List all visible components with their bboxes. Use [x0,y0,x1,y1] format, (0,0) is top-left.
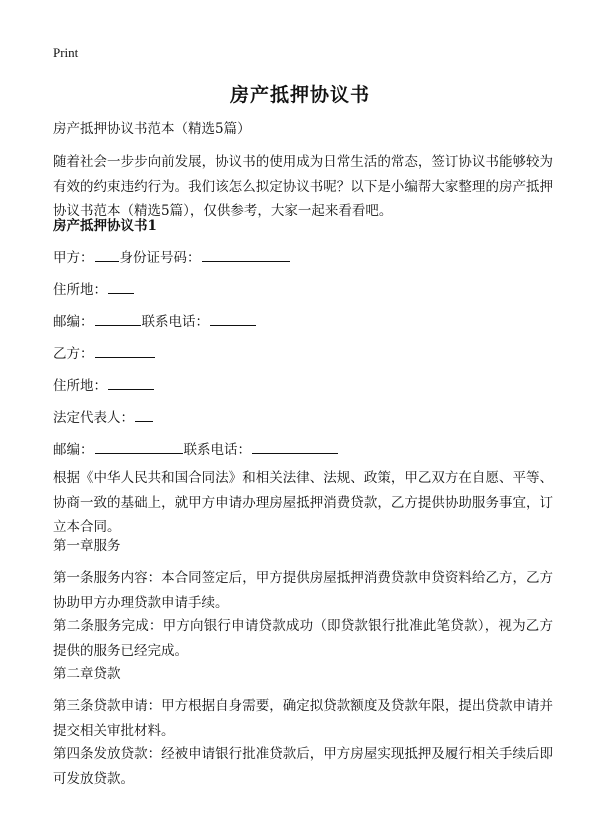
postcode-label: 邮编： [53,314,94,330]
address-label: 住所地： [53,378,107,394]
article-2: 第二条服务完成：甲方向银行申请贷款成功（即贷款银行批准此笔贷款），视为乙方提供的服务已经完成。 [53,618,553,659]
address-blank [108,376,154,390]
chapter-2-heading: 第二章贷款 [53,666,121,682]
phone-label: 联系电话： [183,442,251,458]
legal-rep-line [53,406,553,431]
address-line-a [53,278,553,303]
legal-rep-blank [135,408,153,422]
address-line-b [53,374,553,399]
party-b-label: 乙方： [53,346,94,362]
id-number-blank [202,248,290,262]
postcode-label: 邮编： [53,442,94,458]
postcode-line-b [53,438,553,463]
chapter-1-heading: 第一章服务 [53,538,121,554]
address-label: 住所地： [53,282,107,298]
party-a-label: 甲方： [53,250,94,266]
postcode-blank [95,312,141,326]
article-1: 第一条服务内容：本合同签定后，甲方提供房屋抵押消费贷款申贷资料给乙方，乙方协助甲方办理贷款申请手续。 [53,570,553,611]
party-a-blank [95,248,119,262]
postcode-line-a [53,310,553,335]
document-subtitle: 房产抵押协议书范本（精选5篇） [53,121,251,137]
basis-paragraph: 根据《中华人民共和国合同法》和相关法律、法规、政策，甲乙双方在自愿、平等、协商一致的基础上，就甲方申请办理房屋抵押消费贷款，乙方提供协助服务事宜，订立本合同。 [53,470,553,535]
article-3: 第三条贷款申请：甲方根据自身需要，确定拟贷款额度及贷款年限，提出贷款申请并提交相关审批材料。 [53,698,553,739]
phone-blank [210,312,256,326]
print-label[interactable]: Print [53,45,79,60]
section-heading: 房产抵押协议书1 [53,218,157,234]
id-number-label: 身份证号码： [119,250,201,266]
party-b-line [53,342,553,367]
article-4: 第四条发放贷款：经被申请银行批准贷款后，甲方房屋实现抵押及履行相关手续后即可发放贷款。 [53,746,553,787]
address-blank [108,280,134,294]
party-b-blank [95,344,155,358]
party-a-line [53,246,553,271]
phone-blank [252,440,338,454]
document-title: 房产抵押协议书 [229,84,370,106]
phone-label: 联系电话： [141,314,209,330]
postcode-blank [95,440,183,454]
intro-paragraph: 随着社会一步步向前发展，协议书的使用成为日常生活的常态，签订协议书能够较为有效的约束违约行为。我们该怎么拟定协议书呢？以下是小编帮大家整理的房产抵押协议书范本（精选5篇），仅供参考，大家一起来看看吧。 [53,154,553,219]
legal-rep-label: 法定代表人： [53,410,134,426]
